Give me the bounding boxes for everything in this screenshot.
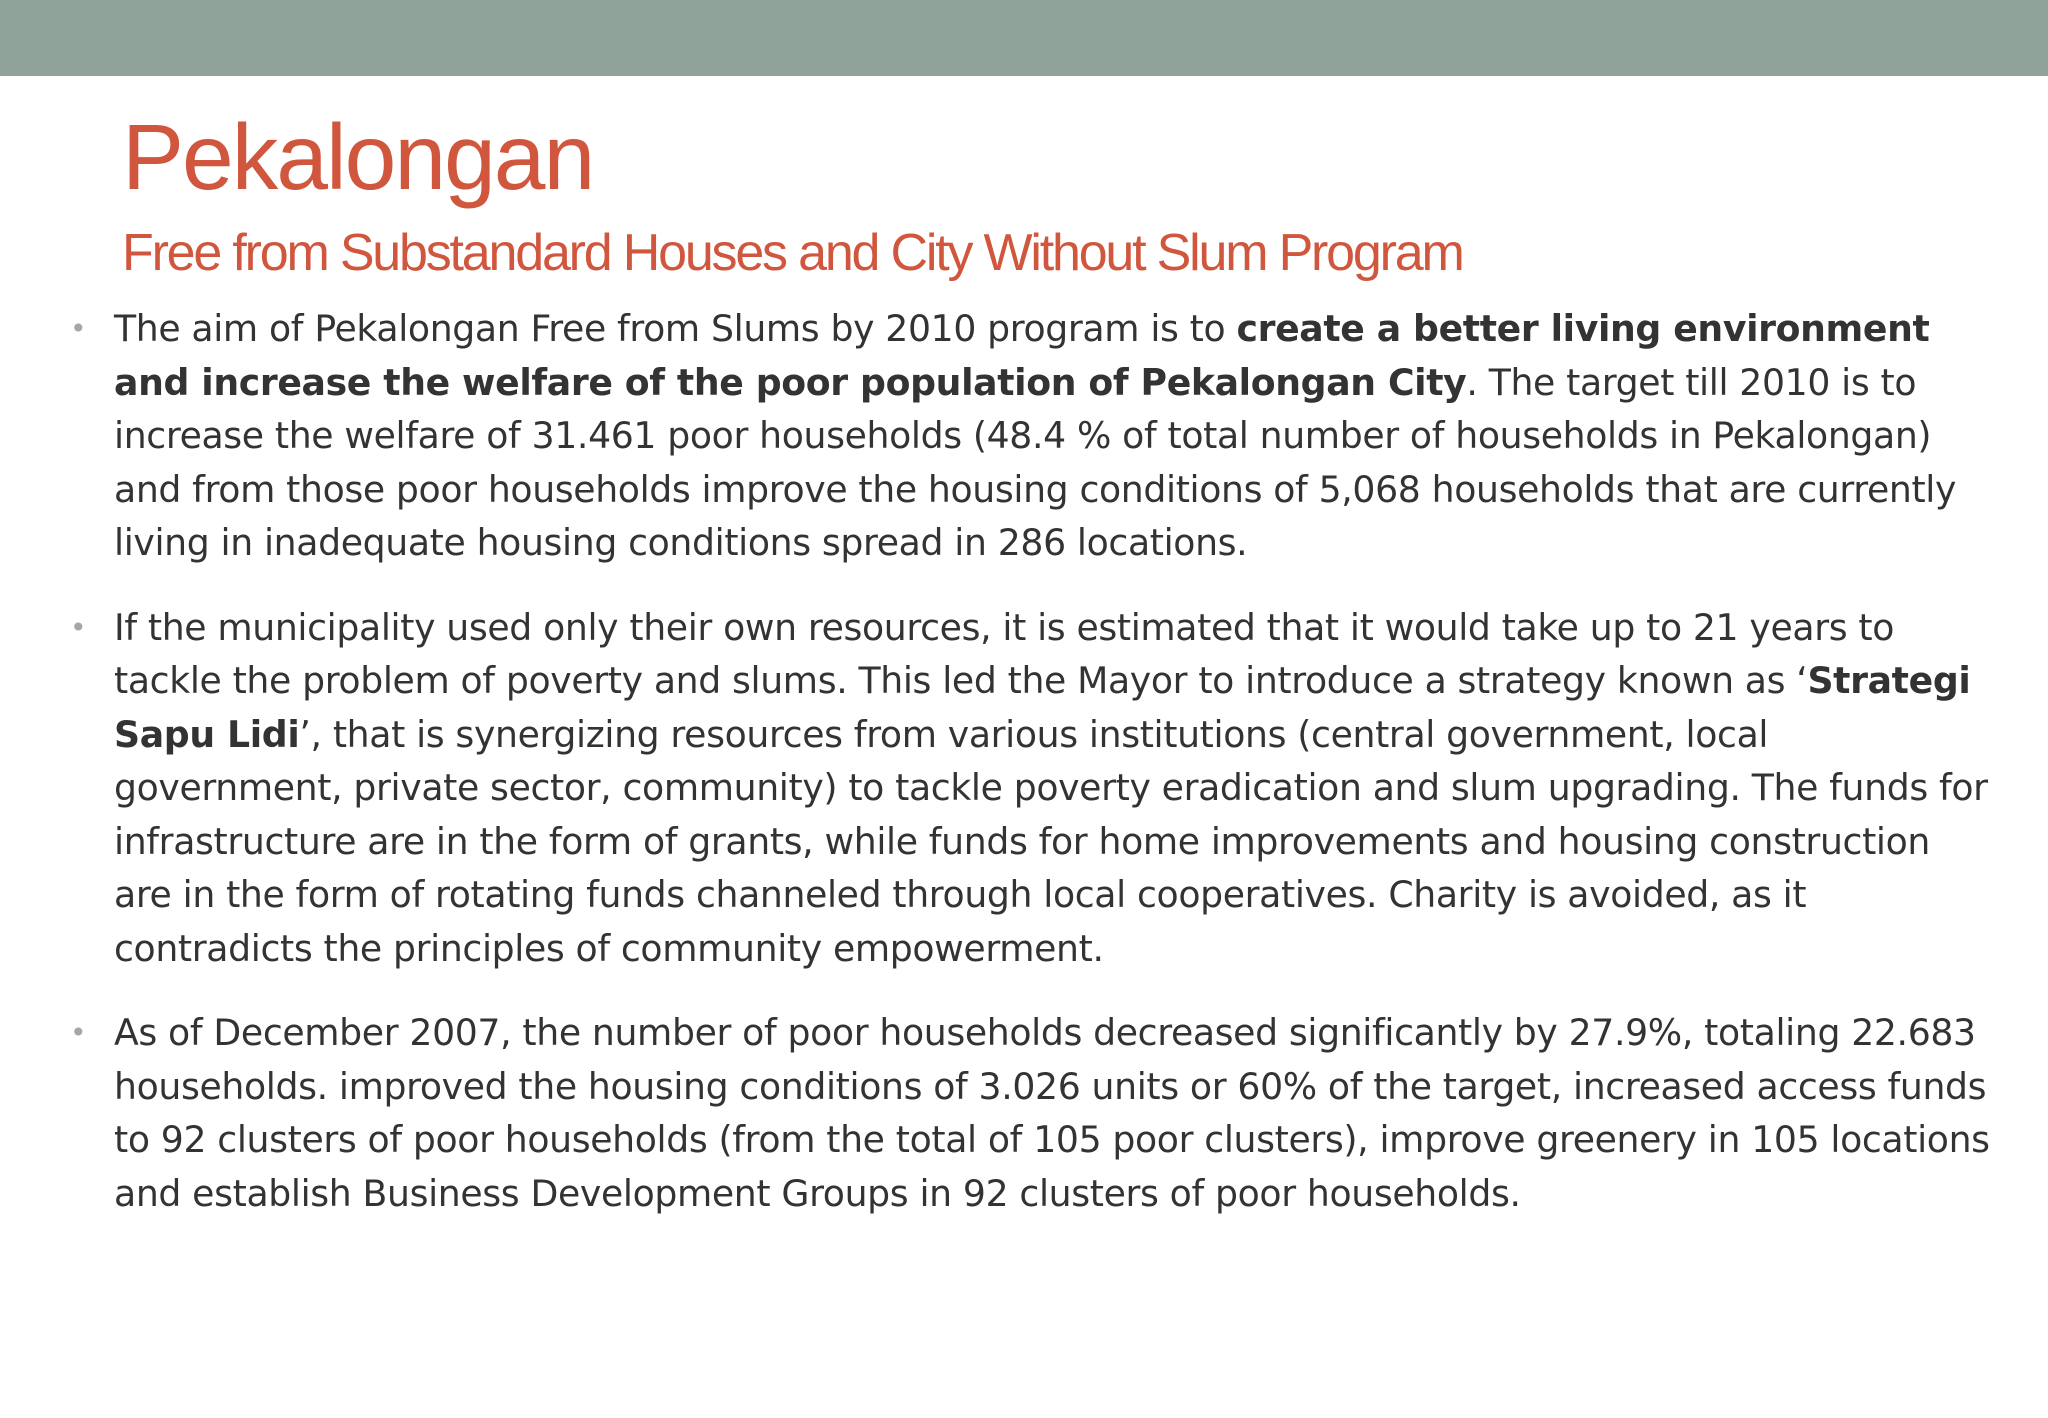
bullet-text-segment: ’, that is synergizing resources from various institutions (central government, local government, private sector, community) to tackle poverty eradication and slum upgrading. The funds for infrastructure are in the form of grants, while funds for home improvements and housing construction are in the form of rotating funds channeled through local cooperatives. Charity is avoided, as it contradicts the principles of community empowerment. [114, 712, 1988, 970]
bullet-item-results [70, 1006, 1990, 1220]
bullet-marker-icon: • [70, 610, 87, 644]
bullet-text-emphasis: create a better living environment and increase the welfare of the poor population of Pekalongan City [114, 307, 1930, 404]
slide-title: Pekalongan [122, 105, 594, 209]
bullet-text-segment: If the municipality used only their own resources, it is estimated that it would take up to 21 years to tackle the problem of poverty and slums. This led the Mayor to introduce a strategy known as ‘ [114, 605, 1895, 702]
top-accent-band [0, 0, 2048, 76]
bullet-text [114, 606, 1988, 970]
bullet-text-segment: . The target till 2010 is to increase the welfare of 31.461 poor households (48.4 % of total number of households in Pekalongan) and from those poor households improve the housing conditions of 5,068 households that are currently living in inadequate housing conditions spread in 286 locations. [114, 360, 1957, 564]
bullet-text [114, 1011, 1990, 1215]
bullet-text-segment: As of December 2007, the number of poor households decreased significantly by 27.9%, totaling 22.683 households. improved the housing conditions of 3.026 units or 60% of the target, increased access funds to 92 clusters of poor households (from the total of 105 poor clusters), improve greenery in 105 locations and establish Business Development Groups in 92 clusters of poor households. [114, 1011, 1990, 1215]
bullet-text [114, 307, 1956, 564]
bullet-list [70, 302, 1990, 1251]
slide-subtitle: Free from Substandard Houses and City Without Slum Program [122, 224, 1463, 282]
bullet-marker-icon: • [70, 312, 87, 345]
bullet-text-emphasis: Strategi Sapu Lidi [114, 659, 1971, 756]
bullet-marker-icon: • [70, 1016, 87, 1049]
bullet-item-aim [70, 302, 1990, 570]
bullet-item-strategy [70, 601, 1990, 976]
bullet-text-segment: The aim of Pekalongan Free from Slums by 2010 program is to [114, 307, 1237, 350]
